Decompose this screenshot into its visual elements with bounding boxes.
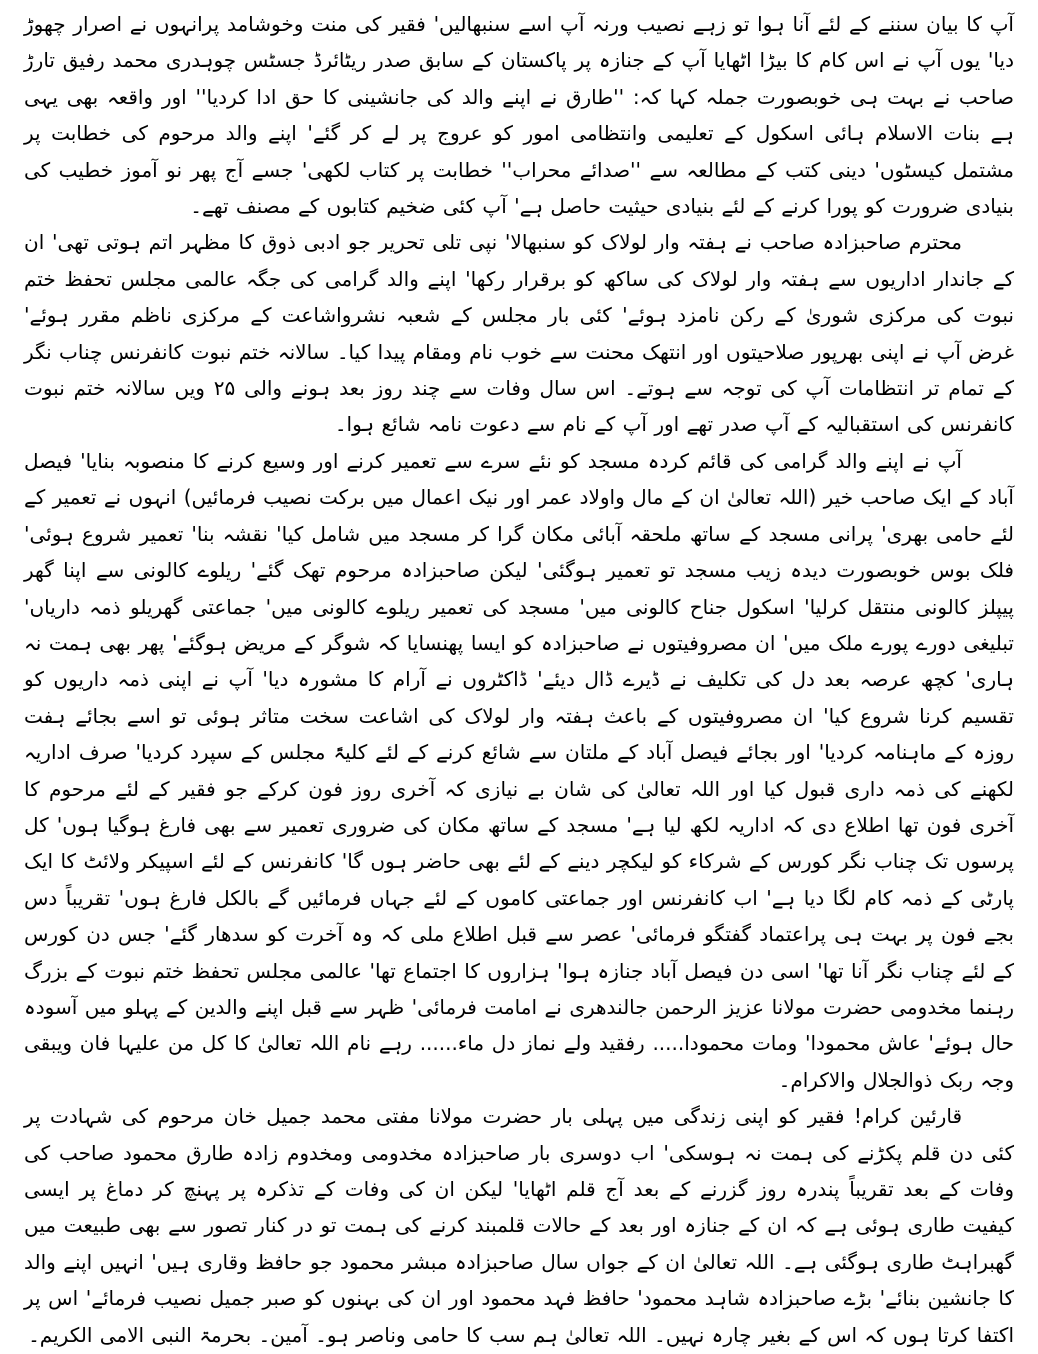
paragraph-4: قارئین کرام! فقیر کو اپنی زندگی میں پہلی بار حضرت مولانا مفتی محمد جمیل خان مرحوم کی شہادت پر کئی دن قلم پکڑنے کی ہمت نہ ہوسکی' اب دوسری بار صاحبزادہ مخدومی ومخدوم زادہ طارق محمود صاحب کی وفات کے بعد تقریباً پندرہ روز گزرنے کے بعد آج قلم اٹھایا' لیکن ان کی وفات کے تذکرہ پر پہنچ کر دماغ پر ایسی کیفیت طاری ہوئی ہے کہ ان کے جنازہ اور بعد کے حالات قلمبند کرنے کی ہمت تو در کنار تصور سے بھی طبیعت میں گھبراہٹ طاری ہوگئی ہے۔ اللہ تعالیٰ ان کے جواں سال صاحبزادہ مبشر محمود جو حافظ وقاری ہیں' انہیں اپنے والد کا جانشین بنائے' بڑے صاحبزادہ شاہد محمود' حافظ فہد محمود اور ان کی بہنوں کو صبر جمیل نصیب فرمائے' اس پر اکتفا کرتا ہوں کہ اس کے بغیر چارہ نہیں۔ اللہ تعالیٰ ہم سب کا حامی وناصر ہو۔ آمین۔ بحرمۃ النبی الامی الکریم۔ bbox=[24, 1104, 1014, 1347]
paragraph-2: محترم صاحبزادہ صاحب نے ہفتہ وار لولاک کو سنبھالا' نپی تلی تحریر جو ادبی ذوق کا مظہر اتم ہوتی تھی' ان کے جاندار اداریوں سے ہفتہ وار لولاک کی ساکھ کو برقرار رکھا' اپنے والد گرامی کی جگہ عالمی مجلس تحفظ ختم نبوت کی مرکزی شوریٰ کے رکن نامزد ہوئے' کئی بار مجلس کے شعبہ نشرواشاعت کے مرکزی ناظم مقرر ہوئے' غرض آپ نے اپنی بھرپور صلاحیتوں اور انتھک محنت سے خوب نام ومقام پیدا کیا۔ سالانہ ختم نبوت کانفرنس چناب نگر کے تمام تر انتظامات آپ کی توجہ سے ہوتے۔ اس سال وفات سے چند روز بعد ہونے والی ۲۵ ویں سالانہ ختم نبوت کانفرنس کی استقبالیہ کے آپ صدر تھے اور آپ کے نام سے دعوت نامہ شائع ہوا۔ bbox=[24, 230, 1014, 437]
paragraph-1: آپ کا بیان سننے کے لئے آنا ہوا تو زہے نصیب ورنہ آپ اسے سنبھالیں' فقیر کی منت وخوشامد پرانہوں نے اصرار چھوڑ دیا' یوں آپ نے اس کام کا بیڑا اٹھایا آپ کے جنازہ پر پاکستان کے سابق صدر ریٹائرڈ جسٹس چوہدری محمد رفیق تارڑ صاحب نے بہت ہی خوبصورت جملہ کہا کہ: ''طارق نے اپنے والد کی جانشینی کا حق ادا کردیا'' اور واقعہ بھی یہی ہے بنات الاسلام ہائی اسکول کے تعلیمی وانتظامی امور کو عروج پر لے کر گئے' اپنے والد مرحوم کی خطابت پر مشتمل کیسٹوں' دینی کتب کے مطالعہ سے ''صدائے محراب'' خطابت پر کتاب لکھی' جسے آج پھر نو آموز خطیب کی بنیادی ضرورت کو پورا کرنے کے لئے بنیادی حیثیت حاصل ہے' آپ کئی ضخیم کتابوں کے مصنف تھے۔ bbox=[24, 12, 1014, 219]
paragraph-3: آپ نے اپنے والد گرامی کی قائم کردہ مسجد کو نئے سرے سے تعمیر کرنے اور وسیع کرنے کا منصوبہ بنایا' فیصل آباد کے ایک صاحب خیر (اللہ تعالیٰ ان کے مال واولاد عمر اور نیک اعمال میں برکت نصیب فرمائیں) انہوں نے تعمیر کے لئے حامی بھری' پرانی مسجد کے ساتھ ملحقہ آبائی مکان گرا کر مسجد میں شامل کیا' نقشہ بنا' تعمیر شروع ہوئی' فلک بوس خوبصورت دیدہ زیب مسجد تو تعمیر ہوگئی' لیکن صاحبزادہ مرحوم تھک گئے' ریلوے کالونی سے اپنا گھر پیپلز کالونی منتقل کرلیا' اسکول جناح کالونی میں' مسجد کی تعمیر ریلوے کالونی میں' جماعتی گھریلو ذمہ داریاں' تبلیغی دورے پورے ملک میں' ان مصروفیتوں نے صاحبزادہ کو ایسا پھنسایا کہ شوگر کے مریض ہوگئے' پھر بھی ہمت نہ ہاری' کچھ عرصہ بعد دل کی تکلیف نے ڈیرے ڈال دیئے' ڈاکٹروں نے آرام کا مشورہ دیا' آپ نے اپنی ذمہ داریوں کو تقسیم کرنا شروع کیا' ان مصروفیتوں کے باعث ہفتہ وار لولاک کی اشاعت سخت متاثر ہوئی تو اسے بجائے ہفت روزہ کے ماہنامہ کردیا' اور بجائے فیصل آباد کے ملتان سے شائع کرنے کے لئے کلیۃً مجلس کے سپرد کردیا' صرف اداریہ لکھنے کی ذمہ داری قبول کیا اور اللہ تعالیٰ کی شان بے نیازی کہ آخری روز فون کرکے جو فقیر کے لئے مرحوم کا آخری فون تھا اطلاع دی کہ اداریہ لکھ لیا ہے' مسجد کے ساتھ مکان کی ضروری تعمیر سے بھی فارغ ہوگیا ہوں' کل پرسوں تک چناب نگر کورس کے شرکاء کو لیکچر دینے کے لئے بھی حاضر ہوں گا' کانفرنس کے لئے اسپیکر ولائٹ کا ایک پارٹی کے ذمہ کام لگا دیا ہے' اب کانفرنس اور جماعتی کاموں کے لئے جہاں فرمائیں گے بالکل فارغ ہوں' تقریباً دس بجے فون پر بہت ہی پراعتماد گفتگو فرمائی' عصر سے قبل اطلاع ملی کہ وہ آخرت کو سدھار گئے' جس دن کورس کے لئے چناب نگر آنا تھا' اسی دن فیصل آباد جنازہ ہوا' ہزاروں کا اجتماع تھا' عالمی مجلس تحفظ ختم نبوت کے بزرگ رہنما مخدومی حضرت مولانا عزیز الرحمن جالندھری نے امامت فرمائی' ظہر سے قبل اپنے والدین کے پہلو میں آسودہ حال ہوئے' عاش محمودا' ومات محمودا..... رفقید ولے نماز دل ماء...... رہے نام اللہ تعالیٰ کا کل من علیہا فان ویبقی وجہ ربک ذوالجلال والاکرام۔ bbox=[24, 448, 1014, 1092]
